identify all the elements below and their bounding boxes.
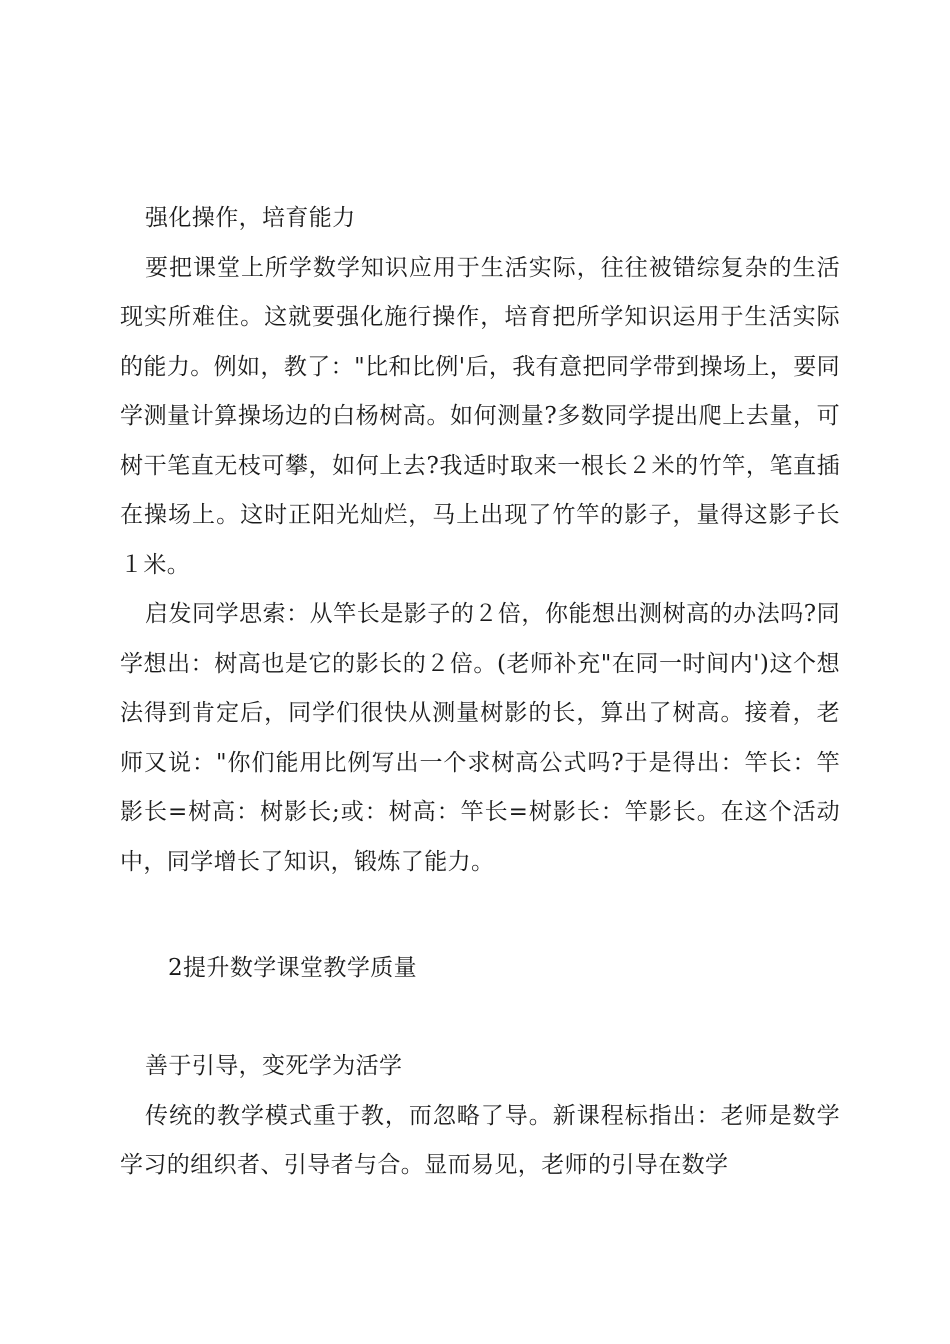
section-strengthen-operation [120, 194, 840, 887]
paragraph-measure-tree-ratio: 启发同学思索：从竿长是影子的２倍，你能想出测树高的办法吗?同学想出：树高也是它的影长的２倍。(老师补充"在同一时间内')这个想法得到肯定后，同学们很快从测量树影的长，算出了树高。接着，老师又说："你们能用比例写出一个求树高公式吗?于是得出：竿长：竿影长=树高：树影长;或：树高：竿长=树影长：竿影长。在这个活动中，同学增长了知识，锻炼了能力。 [120, 601, 840, 875]
subheading-strengthen-operation: 强化操作，培育能力 [145, 205, 356, 231]
paragraph-guidance: 传统的教学模式重于教，而忽略了导。新课程标指出：老师是数学学习的组织者、引导者与合。显而易见，老师的引导在数学 [120, 1102, 840, 1178]
section-heading-improve-quality: 2提升数学课堂教学质量 [168, 955, 418, 981]
paragraph-measure-tree-intro: 要把课堂上所学数学知识应用于生活实际，往往被错综复杂的生活现实所难住。这就要强化施行操作，培育把所学知识运用于生活实际的能力。例如，教了："比和比例'后，我有意把同学带到操场上，要同学测量计算操场边的白杨树高。如何测量?多数同学提出爬上去量，可树干笔直无枝可攀，如何上去?我适时取来一根长２米的竹竿，笔直插在操场上。这时正阳光灿烂，马上出现了竹竿的影子，量得这影子长１米。 [120, 254, 840, 578]
subheading-guidance: 善于引导，变死学为活学 [145, 1053, 403, 1079]
section-guidance [120, 1042, 840, 1191]
